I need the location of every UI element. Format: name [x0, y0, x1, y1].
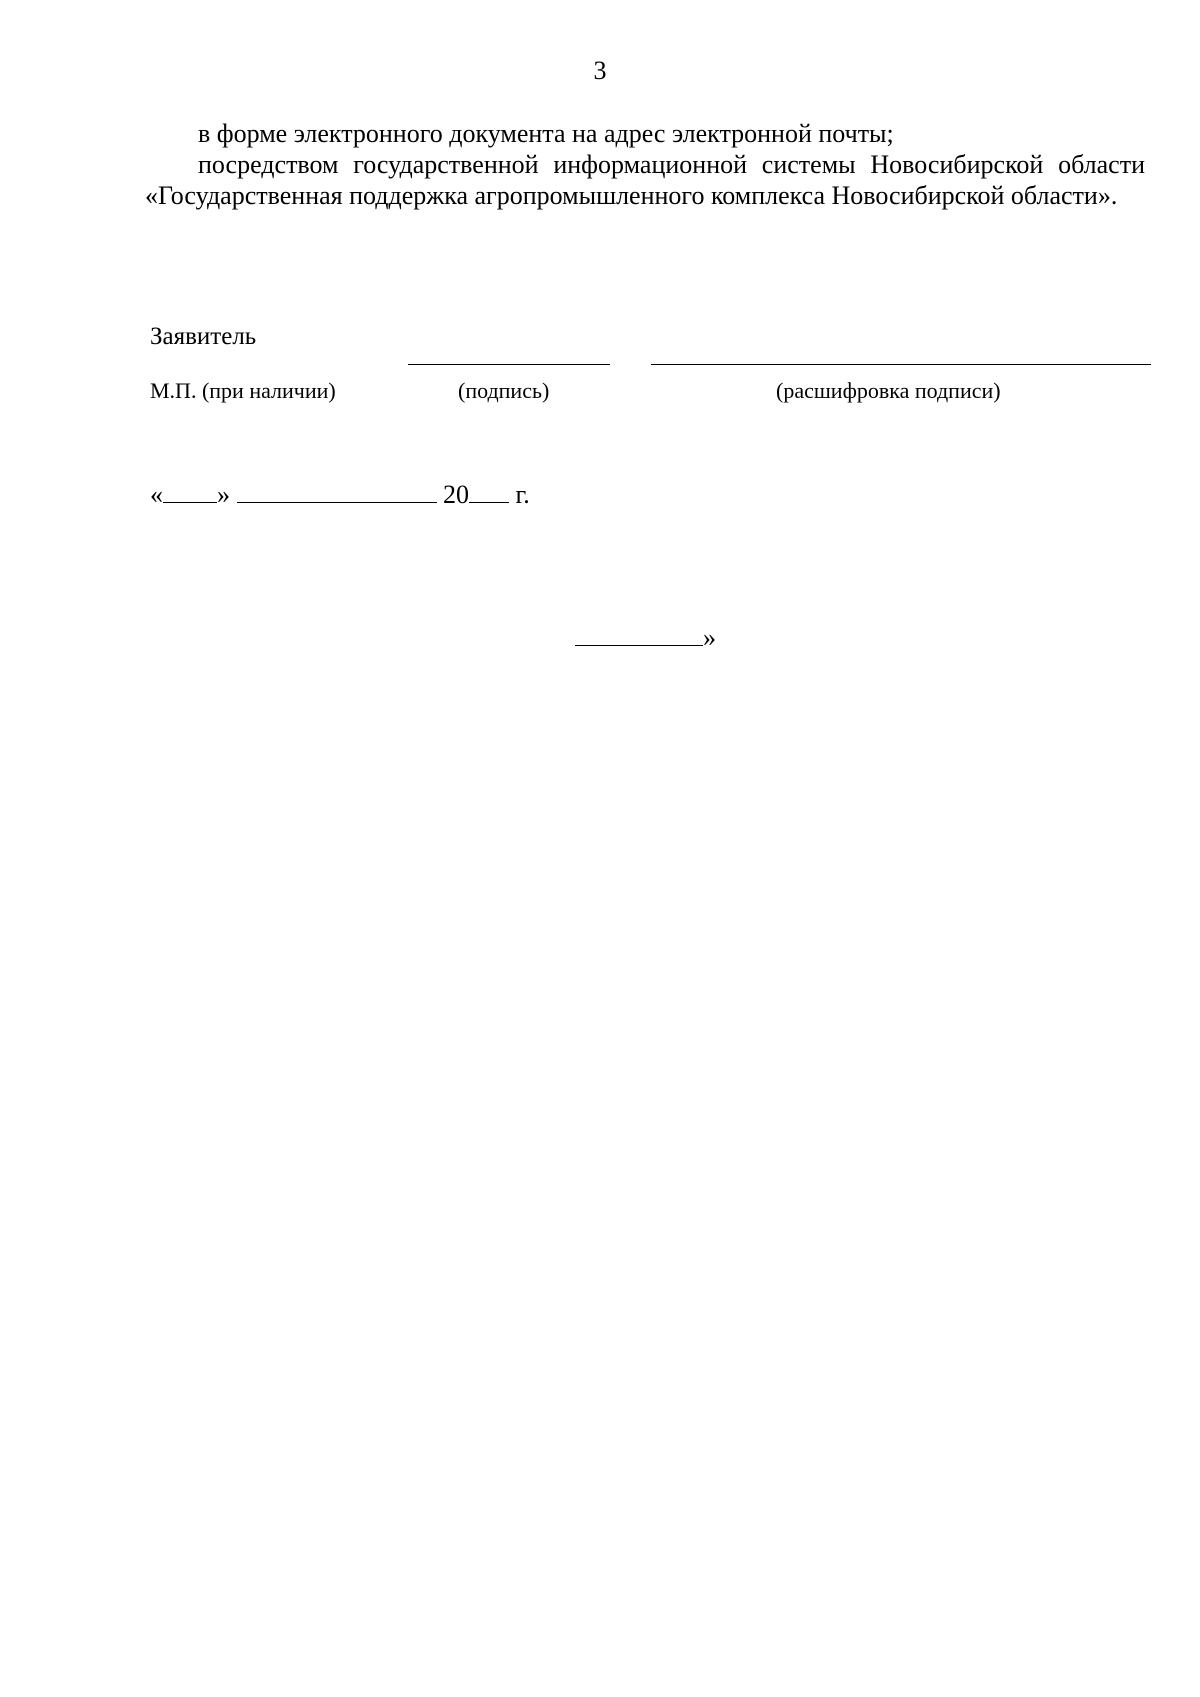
stamp-caption: М.П. (при наличии)	[150, 378, 336, 403]
closing-blank	[575, 623, 703, 646]
closing-quote: »	[703, 623, 716, 652]
date-line	[150, 480, 530, 510]
signature-decoding-line	[651, 364, 1151, 365]
month-blank	[237, 480, 437, 503]
signature-caption: (подпись)	[458, 378, 550, 403]
paragraph-email: в форме электронного документа на адрес электронной почты;	[198, 119, 894, 148]
page-number: 3	[593, 56, 607, 85]
date-year-suffix: г.	[515, 480, 530, 509]
paragraph-gis: посредством государственной информационной системы Новосибирской области «Государственная поддержка агропромышленного комплекса Новосибирской области».	[145, 150, 1145, 210]
closing-mark	[575, 623, 716, 653]
year-blank	[469, 480, 509, 503]
date-open-quote: «	[150, 480, 163, 509]
body-text	[145, 118, 1145, 211]
date-close-quote: »	[217, 480, 230, 509]
day-blank	[163, 480, 217, 503]
signature-line	[408, 364, 610, 365]
decoding-caption: (расшифровка подписи)	[776, 378, 1001, 403]
date-century: 20	[443, 480, 469, 509]
applicant-label: Заявитель	[150, 323, 257, 350]
